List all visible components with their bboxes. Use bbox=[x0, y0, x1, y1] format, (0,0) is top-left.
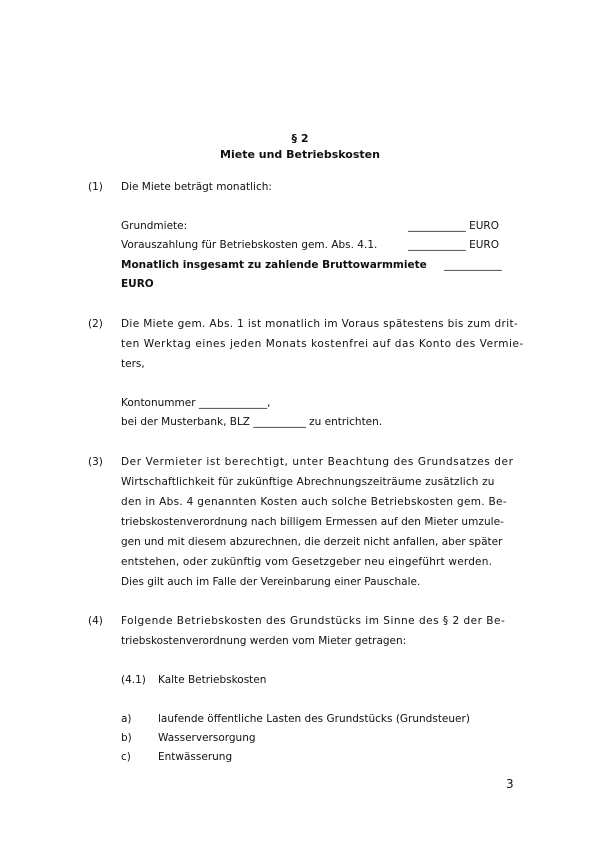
prepayment-value: ___________ EURO bbox=[408, 239, 499, 251]
list-item-text-b: Wasserversorgung bbox=[158, 732, 256, 744]
costs-text-line-2: triebskostenverordnung werden vom Mieter getragen: bbox=[121, 635, 407, 647]
subsection-number: (4.1) bbox=[121, 674, 146, 686]
total-rent-label: Monatlich insgesamt zu zahlende Bruttowarmmiete bbox=[121, 259, 427, 271]
base-rent-label: Grundmiete: bbox=[121, 220, 188, 232]
landlord-text-line-6: entstehen, oder zukünftig vom Gesetzgeber neu eingeführt werden. bbox=[121, 556, 493, 568]
payment-text-line-3: ters, bbox=[121, 358, 145, 370]
subsection-title: Kalte Betriebskosten bbox=[158, 674, 267, 686]
landlord-text-line-5: gen und mit diesem abzurechnen, die derzeit nicht anfallen, aber später bbox=[121, 536, 503, 548]
rent-intro: Die Miete beträgt monatlich: bbox=[121, 181, 272, 193]
landlord-text-line-4: triebskostenverordnung nach billigem Ermessen auf den Mieter umzule- bbox=[121, 516, 504, 528]
prepayment-label: Vorauszahlung für Betriebskosten gem. Abs. 4.1. bbox=[121, 239, 378, 251]
list-item-letter-a: a) bbox=[121, 713, 132, 725]
list-item-letter-b: b) bbox=[121, 732, 132, 744]
base-rent-value: ___________ EURO bbox=[408, 220, 499, 232]
list-item-letter-c: c) bbox=[121, 751, 131, 763]
page-number: 3 bbox=[506, 777, 514, 791]
paragraph-number-1: (1) bbox=[88, 181, 103, 193]
bank-details: bei der Musterbank, BLZ __________ zu entrichten. bbox=[121, 416, 383, 428]
landlord-text-line-2: Wirtschaftlichkeit für zukünftige Abrechnungszeiträume zusätzlich zu bbox=[121, 476, 495, 488]
paragraph-number-2: (2) bbox=[88, 318, 103, 330]
section-title: Miete und Betriebskosten bbox=[220, 148, 380, 161]
total-rent-unit: EURO bbox=[121, 278, 154, 290]
section-number: § 2 bbox=[291, 132, 309, 145]
total-rent-blank: ___________ bbox=[444, 259, 502, 271]
landlord-text-line-7: Dies gilt auch im Falle der Vereinbarung einer Pauschale. bbox=[121, 576, 421, 588]
costs-text-line-1: Folgende Betriebskosten des Grundstücks im Sinne des § 2 der Be- bbox=[121, 615, 506, 627]
list-item-text-a: laufende öffentliche Lasten des Grundstücks (Grundsteuer) bbox=[158, 713, 470, 725]
account-number: Kontonummer _____________, bbox=[121, 397, 271, 409]
list-item-text-c: Entwässerung bbox=[158, 751, 233, 763]
landlord-text-line-3: den in Abs. 4 genannten Kosten auch solche Betriebskosten gem. Be- bbox=[121, 496, 507, 508]
landlord-text-line-1: Der Vermieter ist berechtigt, unter Beachtung des Grundsatzes der bbox=[121, 456, 514, 468]
paragraph-number-4: (4) bbox=[88, 615, 103, 627]
paragraph-number-3: (3) bbox=[88, 456, 103, 468]
payment-text-line-2: ten Werktag eines jeden Monats kostenfrei auf das Konto des Vermie- bbox=[121, 338, 524, 350]
payment-text-line-1: Die Miete gem. Abs. 1 ist monatlich im Voraus spätestens bis zum drit- bbox=[121, 318, 519, 330]
